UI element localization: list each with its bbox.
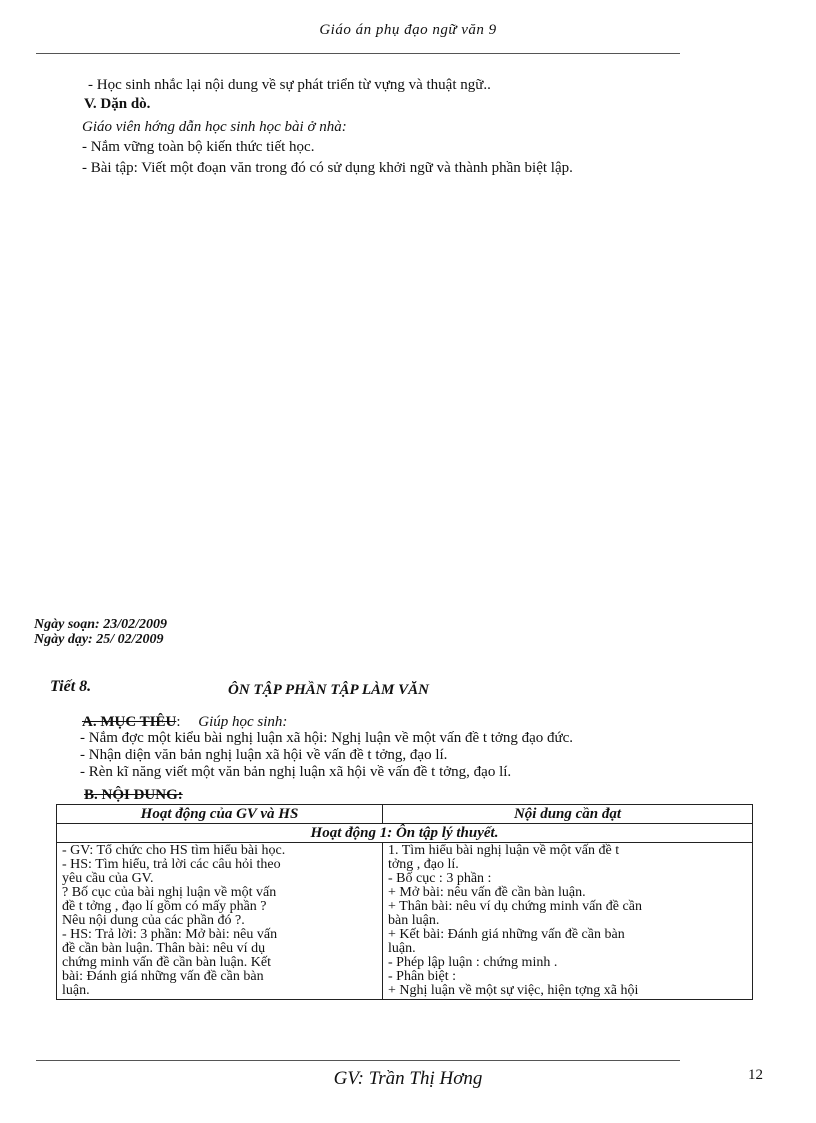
cell-line: bàn luận. (388, 913, 440, 928)
content-cell (383, 843, 753, 1000)
cell-line: luận. (388, 941, 416, 956)
cell-line: Nêu nội dung của các phần đó ?. (62, 913, 245, 928)
objective-item: - Nhận diện văn bản nghị luận xã hội về vấn đề t tởng, đạo lí. (80, 747, 448, 763)
teacher-signature: GV: Trần Thị Hơng (333, 1068, 483, 1089)
prep-date: Ngày soạn: 23/02/2009 (34, 617, 167, 632)
objectives-label: A. MỤC TIÊU (82, 714, 177, 730)
cell-line: đề cần bàn luận. Thân bài: nêu ví dụ (62, 941, 266, 956)
teacher-student-cell (57, 843, 383, 1000)
cell-line: + Nghị luận về một sự việc, hiện tợng xã hội (388, 983, 639, 998)
col-header-content: Nội dung cần đạt (383, 805, 753, 824)
col-header-activities: Hoạt động của GV và HS (57, 805, 383, 824)
cell-line: - Bố cục : 3 phần : (388, 871, 492, 886)
cell-line: + Mở bài: nêu vấn đề cần bàn luận. (388, 885, 586, 900)
objectives-intro: Giúp học sinh: (198, 714, 288, 730)
cell-line: luận. (62, 983, 90, 998)
cell-line: - HS: Tìm hiểu, trả lời các câu hỏi theo (62, 857, 281, 872)
activity-row (57, 824, 753, 843)
header-rule (36, 53, 680, 54)
cell-line: 1. Tìm hiểu bài nghị luận về một vấn đề t (388, 843, 620, 858)
objective-item: - Nắm đợc một kiểu bài nghị luận xã hội: Nghị luận về một vấn đề t tởng đạo đức. (80, 730, 574, 746)
cell-line: chứng minh vấn đề cần bàn luận. Kết (62, 955, 271, 970)
cell-line: ? Bố cục của bài nghị luận về một vấn (62, 885, 277, 900)
cell-line: - Phép lập luận : chứng minh . (388, 955, 558, 970)
cell-line: yêu cầu của GV. (62, 871, 154, 886)
objectives-colon: : (176, 714, 181, 730)
homework-item-2: - Bài tập: Viết một đoạn văn trong đó có sử dụng khởi ngữ và thành phần biệt lập. (82, 160, 573, 176)
objectives-heading (82, 714, 287, 731)
teach-date: Ngày dạy: 25/ 02/2009 (34, 632, 164, 647)
footer-rule (36, 1060, 680, 1061)
homework-item-1: - Nắm vững toàn bộ kiến thức tiết học. (82, 139, 315, 155)
activity-header: Hoạt động 1: Ôn tập lý thuyết. (57, 824, 753, 843)
header-title: Giáo án phụ đạo ngữ văn 9 (319, 22, 497, 38)
cell-line: tởng , đạo lí. (388, 857, 459, 872)
cell-line: - GV: Tổ chức cho HS tìm hiểu bài học. (62, 843, 286, 858)
cell-line: - HS: Trả lời: 3 phần: Mở bài: nêu vấn (62, 927, 278, 942)
cell-line: + Kết bài: Đánh giá những vấn đề cần bàn (388, 927, 625, 942)
cell-line: + Thân bài: nêu ví dụ chứng minh vấn đề cần (388, 899, 642, 914)
lesson-table (56, 804, 753, 1000)
content-heading: B. NỘI DUNG: (84, 787, 183, 803)
table-row (57, 843, 753, 1000)
lesson-number: Tiết 8. (50, 678, 92, 695)
page-number: 12 (748, 1067, 763, 1083)
cell-line: đề t tởng , đạo lí gồm có mấy phần ? (62, 899, 267, 914)
cell-line: bài: Đánh giá những vấn đề cần bàn (62, 969, 264, 984)
cell-line: - Phân biệt : (388, 969, 457, 984)
review-line: - Học sinh nhắc lại nội dung về sự phát triển từ vựng và thuật ngữ.. (88, 77, 491, 93)
lesson-title: ÔN TẬP PHẦN TẬP LÀM VĂN (228, 682, 429, 698)
objective-item: - Rèn kĩ năng viết một văn bản nghị luận xã hội về vấn đề t tởng, đạo lí. (80, 764, 512, 780)
homework-heading: V. Dặn dò. (84, 96, 151, 112)
table-header-row (57, 805, 753, 824)
teacher-instruction: Giáo viên hớng dẫn học sinh học bài ở nhà: (82, 119, 347, 135)
